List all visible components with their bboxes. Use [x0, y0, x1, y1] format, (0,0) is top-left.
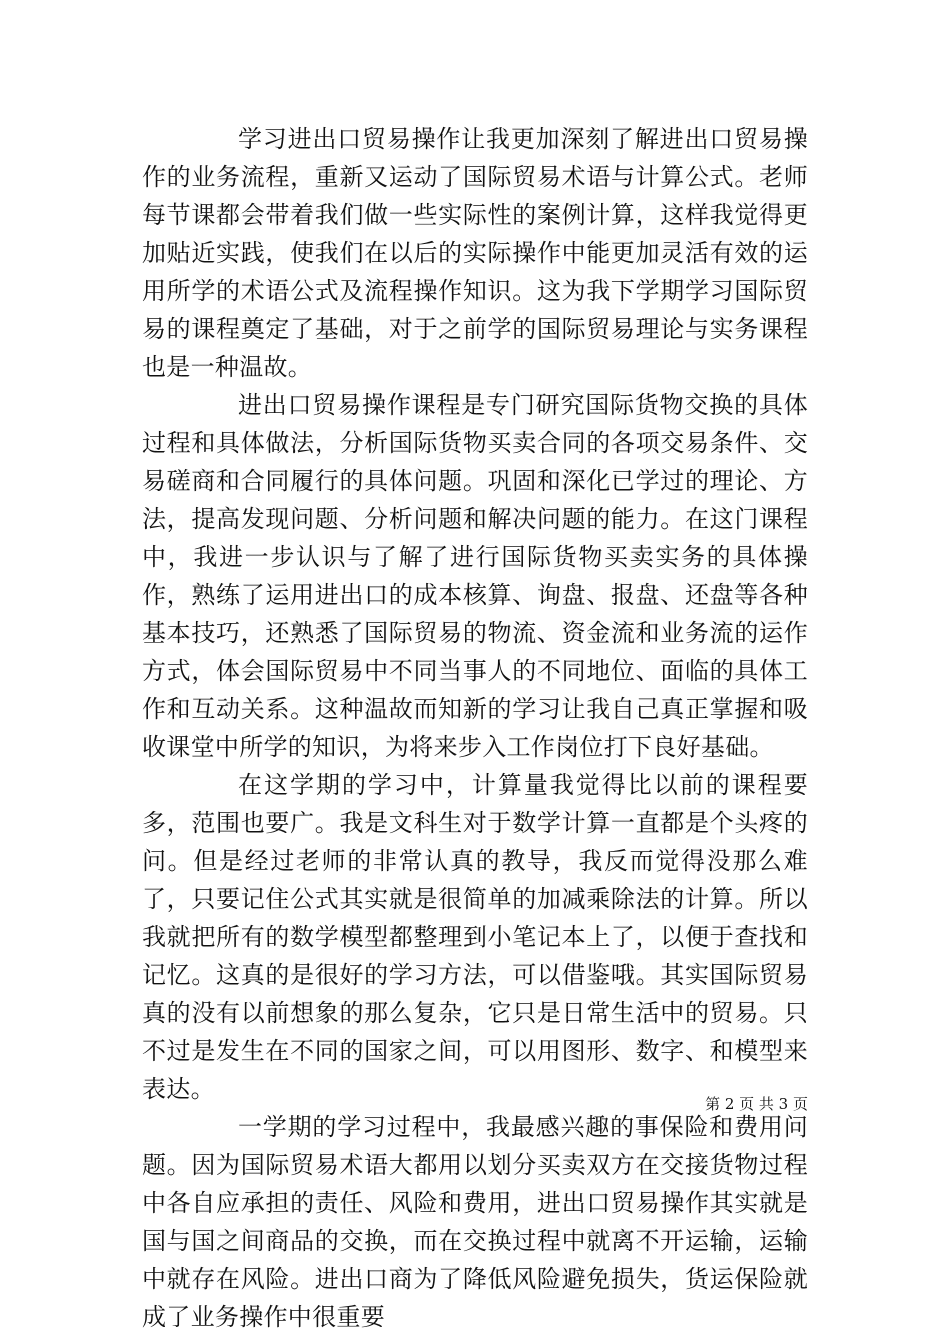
document-body [142, 120, 808, 1336]
paragraph-1: 学习进出口贸易操作让我更加深刻了解进出口贸易操作的业务流程，重新又运动了国际贸易术语与计算公式。老师每节课都会带着我们做一些实际性的案例计算，这样我觉得更加贴近实践，使我们在以后的实际操作中能更加灵活有效的运用所学的术语公式及流程操作知识。这为我下学期学习国际贸易的课程奠定了基础，对于之前学的国际贸易理论与实务课程也是一种温故。 [142, 125, 808, 381]
paragraph-4: 一学期的学习过程中，我最感兴趣的事保险和费用问题。因为国际贸易术语大都用以划分买卖双方在交接货物过程中各自应承担的责任、风险和费用，进出口贸易操作其实就是国与国之间商品的交换，而在交换过程中就离不开运输，运输中就存在风险。进出口商为了降低风险避免损失，货运保险就成了业务操作中很重要 [142, 1113, 808, 1331]
page-number-footer: 第 2 页 共 3 页 [705, 1095, 808, 1113]
paragraph-2: 进出口贸易操作课程是专门研究国际货物交换的具体过程和具体做法，分析国际货物买卖合同的各项交易条件、交易磋商和合同履行的具体问题。巩固和深化已学过的理论、方法，提高发现问题、分析问题和解决问题的能力。在这门课程中，我进一步认识与了解了进行国际货物买卖实务的具体操作，熟练了运用进出口的成本核算、询盘、报盘、还盘等各种基本技巧，还熟悉了国际贸易的物流、资金流和业务流的运作方式，体会国际贸易中不同当事人的不同地位、面临的具体工作和互动关系。这种温故而知新的学习让我自己真正掌握和吸收课堂中所学的知识，为将来步入工作岗位打下良好基础。 [142, 391, 808, 761]
paragraph-3: 在这学期的学习中，计算量我觉得比以前的课程要多，范围也要广。我是文科生对于数学计算一直都是个头疼的问。但是经过老师的非常认真的教导，我反而觉得没那么难了，只要记住公式其实就是很简单的加减乘除法的计算。所以我就把所有的数学模型都整理到小笔记本上了，以便于查找和记忆。这真的是很好的学习方法，可以借鉴哦。其实国际贸易真的没有以前想象的那么复杂，它只是日常生活中的贸易。只不过是发生在不同的国家之间，可以用图形、数字、和模型来表达。 [142, 771, 808, 1103]
